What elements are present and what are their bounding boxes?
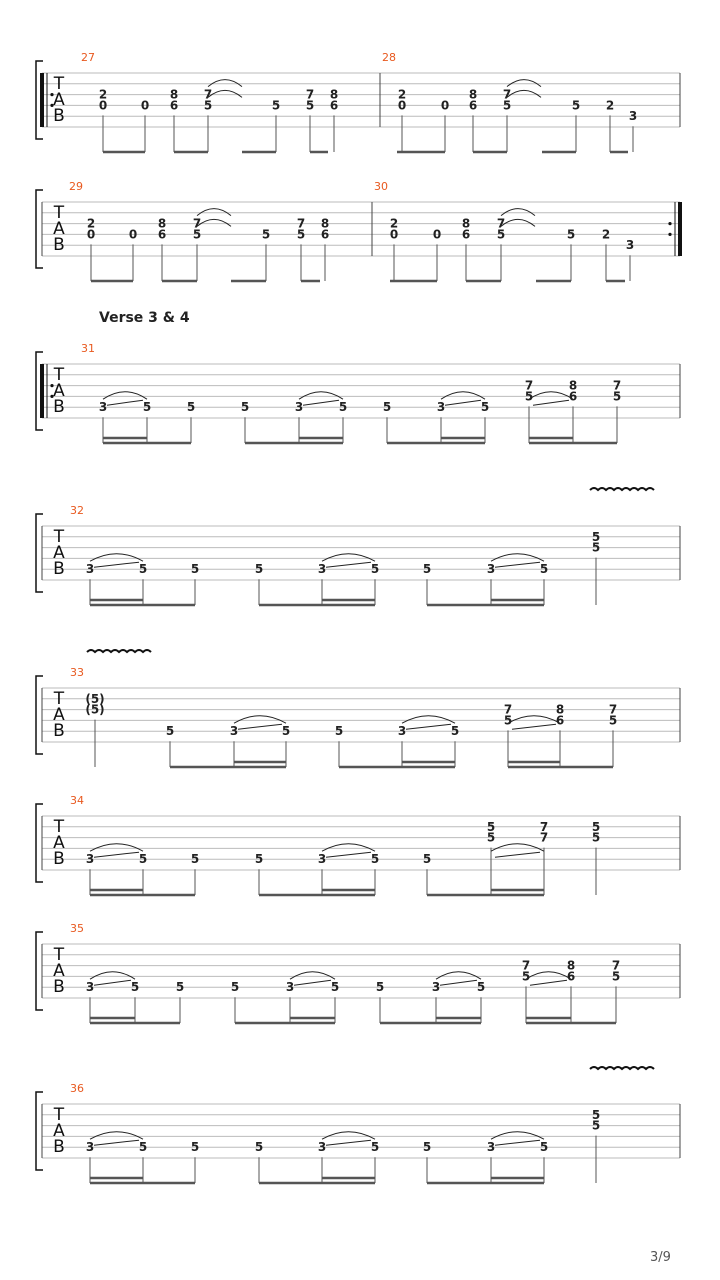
fret-number: 7 (608, 702, 618, 717)
measure-number: 31 (81, 342, 95, 355)
slur-arc (501, 209, 535, 216)
measure-number: 29 (69, 180, 83, 193)
tab-clef-letter: A (53, 1121, 65, 1141)
slur-arc (529, 392, 573, 400)
tab-clef-letter: A (53, 543, 65, 563)
fret-number: 3 (628, 109, 638, 124)
vibrato-mark (87, 650, 151, 652)
fret-number: 3 (85, 562, 95, 577)
fret-number: 7 (503, 702, 513, 717)
fret-number: 5 (612, 389, 622, 404)
tab-clef-letter: B (53, 849, 65, 869)
fret-number: 8 (157, 216, 167, 231)
slide-line (530, 980, 567, 985)
slide-line (495, 852, 540, 857)
tab-clef-letter: A (53, 961, 65, 981)
tab-clef-letter: T (53, 365, 65, 385)
fret-number: 0 (440, 98, 450, 113)
fret-number: 5 (192, 227, 202, 242)
fret-number: 5 (130, 980, 140, 995)
fret-number: 5 (571, 98, 581, 113)
slide-line (238, 724, 282, 729)
vibrato-mark (590, 488, 654, 490)
fret-number: 7 (524, 378, 534, 393)
fret-number: 6 (566, 969, 576, 984)
tab-clef-letter: B (53, 977, 65, 997)
fret-number: 5 (476, 980, 486, 995)
section-title: Verse 3 & 4 (99, 310, 190, 326)
slide-line (303, 400, 339, 405)
tab-clef-letter: B (53, 106, 65, 126)
tab-clef-letter: T (53, 1105, 65, 1125)
fret-number: 5 (330, 980, 340, 995)
repeat-dot (668, 233, 671, 236)
slur-arc (90, 844, 143, 852)
slur-arc (103, 392, 147, 400)
fret-number: 6 (461, 227, 471, 242)
slur-arc (507, 80, 541, 87)
fret-number: 5 (138, 562, 148, 577)
tab-clef-letter: B (53, 559, 65, 579)
fret-number: 5 (486, 830, 496, 845)
fret-number: 6 (568, 389, 578, 404)
tab-clef-letter: B (53, 235, 65, 255)
fret-number: 3 (431, 980, 441, 995)
fret-number: 3 (85, 852, 95, 867)
fret-number: 7 (502, 87, 512, 102)
fret-number: 3 (486, 1140, 496, 1155)
fret-number: 5 (261, 227, 271, 242)
fret-number: 8 (555, 702, 565, 717)
slide-line (94, 562, 139, 567)
fret-number: 5 (591, 830, 601, 845)
fret-number: 5 (591, 1107, 601, 1122)
tab-clef-letter: B (53, 397, 65, 417)
fret-number: 0 (128, 227, 138, 242)
fret-number: (5) (85, 702, 105, 717)
fret-number: 5 (591, 529, 601, 544)
fret-number: 3 (436, 400, 446, 415)
fret-number: 5 (186, 400, 196, 415)
slide-line (94, 980, 131, 985)
tab-clef-letter: T (53, 945, 65, 965)
fret-number: 8 (468, 87, 478, 102)
fret-number: 6 (320, 227, 330, 242)
fret-number: 3 (229, 724, 239, 739)
fret-number: 5 (370, 1140, 380, 1155)
slide-line (326, 1140, 371, 1145)
fret-number: 5 (190, 852, 200, 867)
slide-line (495, 562, 540, 567)
fret-number: 0 (397, 98, 407, 113)
measure-number: 34 (70, 794, 84, 807)
fret-number: 5 (142, 400, 152, 415)
measure-number: 28 (382, 51, 396, 64)
fret-number: 2 (601, 227, 611, 242)
measure-number: 33 (70, 666, 84, 679)
slur-arc (508, 716, 560, 724)
fret-number: 5 (175, 980, 185, 995)
fret-number: 5 (480, 400, 490, 415)
slide-line (326, 852, 371, 857)
fret-number: 5 (334, 724, 344, 739)
fret-number: 8 (461, 216, 471, 231)
slur-arc (501, 219, 535, 226)
fret-number: 0 (432, 227, 442, 242)
fret-number: 5 (375, 980, 385, 995)
fret-number: 2 (98, 87, 108, 102)
tab-clef-letter: A (53, 219, 65, 239)
slur-arc (197, 209, 231, 216)
fret-number: 5 (254, 852, 264, 867)
fret-number: 3 (85, 1140, 95, 1155)
slur-arc (402, 716, 455, 724)
slur-arc (234, 716, 286, 724)
fret-number: 5 (422, 1140, 432, 1155)
slur-arc (436, 972, 481, 980)
fret-number: 5 (591, 819, 601, 834)
fret-number: 6 (169, 98, 179, 113)
fret-number: 7 (305, 87, 315, 102)
fret-number: 2 (86, 216, 96, 231)
fret-number: 5 (305, 98, 315, 113)
fret-number: 6 (329, 98, 339, 113)
fret-number: 0 (389, 227, 399, 242)
slur-arc (299, 392, 343, 400)
fret-number: 7 (496, 216, 506, 231)
fret-number: 5 (296, 227, 306, 242)
slur-arc (90, 1132, 143, 1140)
fret-number: 5 (382, 400, 392, 415)
fret-number: 5 (138, 852, 148, 867)
tab-clef-letter: T (53, 203, 65, 223)
fret-number: (5) (85, 691, 105, 706)
fret-number: 5 (608, 713, 618, 728)
fret-number: 5 (338, 400, 348, 415)
tab-clef-letter: A (53, 381, 65, 401)
slur-arc (90, 554, 143, 562)
fret-number: 7 (611, 958, 621, 973)
tab-clef-letter: A (53, 705, 65, 725)
fret-number: 3 (317, 1140, 327, 1155)
slur-arc (322, 554, 375, 562)
fret-number: 5 (524, 389, 534, 404)
fret-number: 5 (422, 562, 432, 577)
fret-number: 6 (555, 713, 565, 728)
slide-line (440, 980, 477, 985)
tab-clef-letter: A (53, 833, 65, 853)
slide-line (445, 400, 481, 405)
slur-arc (491, 844, 544, 852)
slur-arc (90, 972, 135, 980)
slide-line (533, 400, 569, 405)
slide-line (94, 1140, 139, 1145)
fret-number: 5 (370, 852, 380, 867)
fret-number: 7 (539, 819, 549, 834)
fret-number: 7 (203, 87, 213, 102)
measure-number: 32 (70, 504, 84, 517)
fret-number: 0 (86, 227, 96, 242)
slur-arc (322, 844, 375, 852)
fret-number: 7 (539, 830, 549, 845)
fret-number: 5 (281, 724, 291, 739)
fret-number: 0 (140, 98, 150, 113)
measure-number: 35 (70, 922, 84, 935)
slide-line (107, 400, 143, 405)
tab-clef-letter: T (53, 817, 65, 837)
tab-clef-letter: A (53, 90, 65, 110)
fret-number: 5 (496, 227, 506, 242)
fret-number: 5 (203, 98, 213, 113)
fret-number: 5 (539, 562, 549, 577)
fret-number: 5 (539, 1140, 549, 1155)
slur-arc (491, 1132, 544, 1140)
measure-number: 36 (70, 1082, 84, 1095)
fret-number: 8 (566, 958, 576, 973)
slur-arc (208, 90, 242, 97)
slur-arc (507, 90, 541, 97)
slur-arc (208, 80, 242, 87)
fret-number: 6 (157, 227, 167, 242)
fret-number: 3 (317, 852, 327, 867)
measure-number: 27 (81, 51, 95, 64)
slide-line (406, 724, 451, 729)
fret-number: 5 (240, 400, 250, 415)
slur-arc (290, 972, 335, 980)
fret-number: 5 (502, 98, 512, 113)
slur-arc (526, 972, 571, 980)
slur-arc (441, 392, 485, 400)
fret-number: 3 (397, 724, 407, 739)
fret-number: 5 (370, 562, 380, 577)
fret-number: 8 (329, 87, 339, 102)
fret-number: 5 (190, 562, 200, 577)
fret-number: 7 (612, 378, 622, 393)
slur-arc (491, 554, 544, 562)
fret-number: 5 (254, 562, 264, 577)
fret-number: 8 (169, 87, 179, 102)
fret-number: 5 (165, 724, 175, 739)
slide-line (294, 980, 331, 985)
fret-number: 3 (294, 400, 304, 415)
fret-number: 7 (521, 958, 531, 973)
fret-number: 8 (568, 378, 578, 393)
fret-number: 2 (389, 216, 399, 231)
slide-line (495, 1140, 540, 1145)
fret-number: 3 (98, 400, 108, 415)
fret-number: 2 (605, 98, 615, 113)
fret-number: 5 (521, 969, 531, 984)
fret-number: 5 (591, 1118, 601, 1133)
fret-number: 7 (296, 216, 306, 231)
fret-number: 5 (230, 980, 240, 995)
tab-clef-letter: B (53, 721, 65, 741)
tab-clef-letter: B (53, 1137, 65, 1157)
fret-number: 3 (317, 562, 327, 577)
measure-number: 30 (374, 180, 388, 193)
fret-number: 5 (190, 1140, 200, 1155)
fret-number: 3 (285, 980, 295, 995)
tab-clef-letter: T (53, 689, 65, 709)
fret-number: 5 (422, 852, 432, 867)
fret-number: 5 (591, 540, 601, 555)
fret-number: 0 (98, 98, 108, 113)
slur-arc (197, 219, 231, 226)
page-number: 3/9 (650, 1250, 671, 1265)
fret-number: 7 (192, 216, 202, 231)
fret-number: 5 (271, 98, 281, 113)
slur-arc (322, 1132, 375, 1140)
fret-number: 5 (138, 1140, 148, 1155)
fret-number: 6 (468, 98, 478, 113)
tab-clef-letter: T (53, 527, 65, 547)
fret-number: 8 (320, 216, 330, 231)
fret-number: 5 (254, 1140, 264, 1155)
fret-number: 5 (566, 227, 576, 242)
fret-number: 3 (85, 980, 95, 995)
fret-number: 5 (611, 969, 621, 984)
slide-line (326, 562, 371, 567)
fret-number: 5 (450, 724, 460, 739)
fret-number: 2 (397, 87, 407, 102)
repeat-dot (668, 222, 671, 225)
fret-number: 5 (503, 713, 513, 728)
slide-line (512, 724, 556, 729)
fret-number: 3 (625, 238, 635, 253)
tab-clef-letter: T (53, 74, 65, 94)
fret-number: 3 (486, 562, 496, 577)
vibrato-mark (590, 1067, 654, 1069)
slide-line (94, 852, 139, 857)
fret-number: 5 (486, 819, 496, 834)
